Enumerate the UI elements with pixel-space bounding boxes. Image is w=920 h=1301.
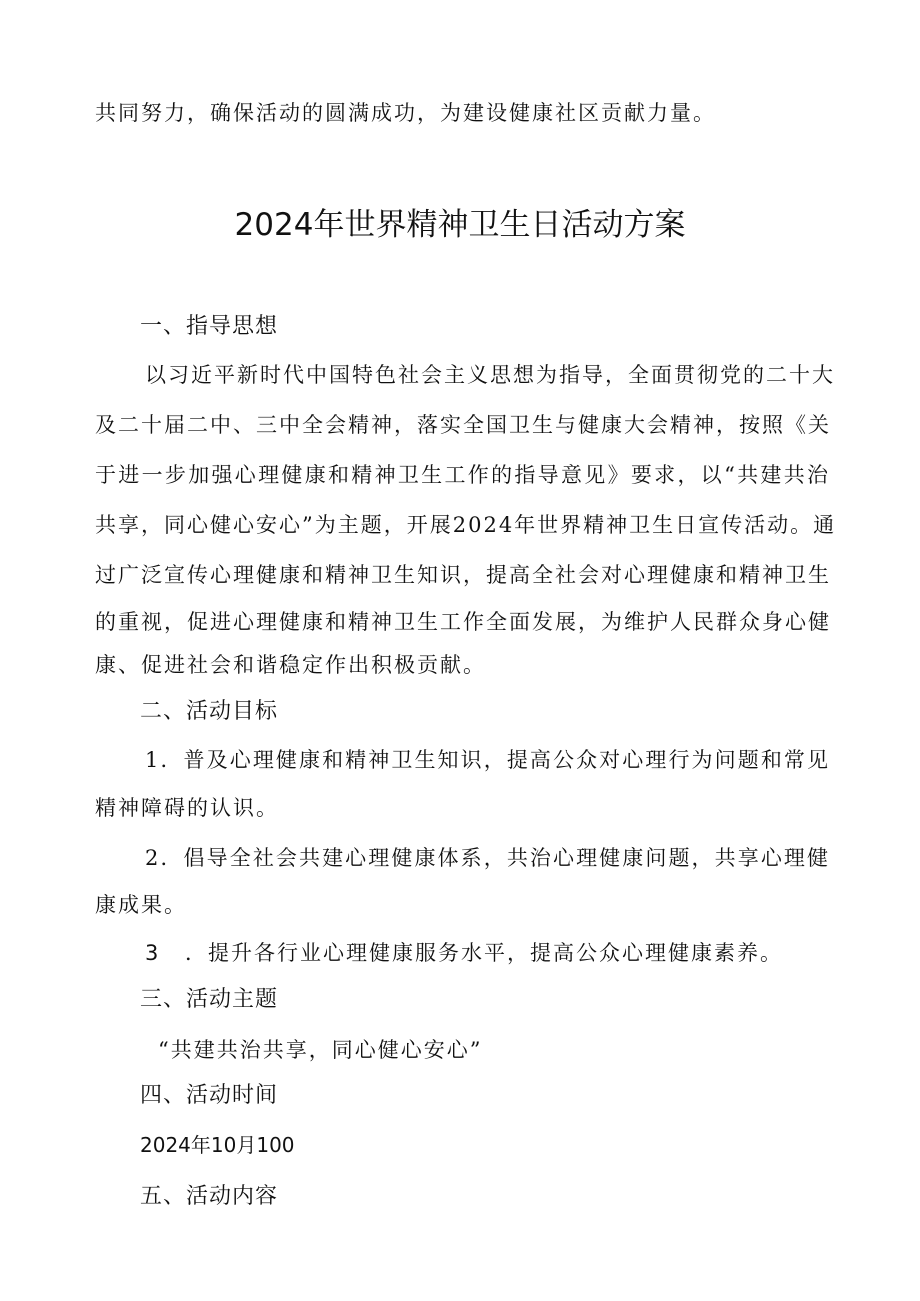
- theme-slogan: “共建共治共享，同心健心安心”: [158, 1038, 483, 1062]
- goal-item-1-line: 精神障碍的认识。: [95, 796, 279, 820]
- goal-item-1-line: 1．普及心理健康和精神卫生知识，提高公众对心理行为问题和常见: [145, 748, 830, 772]
- section-heading-guiding: 一、指导思想: [140, 314, 279, 339]
- section-heading-theme: 三、活动主题: [140, 987, 279, 1012]
- goal-item-2-line: 2．倡导全社会共建心理健康体系，共治心理健康问题，共享心理健: [145, 846, 830, 870]
- intro-tail-paragraph: 共同努力，确保活动的圆满成功，为建设健康社区贡献力量。: [95, 101, 716, 125]
- guiding-paragraph-line: 及二十届二中、三中全会精神，落实全国卫生与健康大会精神，按照《关: [95, 413, 831, 437]
- goal-item-3-number: 3: [145, 941, 159, 965]
- section-heading-content: 五、活动内容: [140, 1184, 279, 1209]
- goal-item-2-line: 康成果。: [95, 893, 187, 917]
- section-heading-goals: 二、活动目标: [140, 699, 279, 724]
- guiding-paragraph-line: 以习近平新时代中国特色社会主义思想为指导，全面贯彻党的二十大: [145, 363, 835, 387]
- guiding-paragraph-line: 康、促进社会和谐稳定作出积极贡献。: [95, 653, 486, 677]
- guiding-paragraph-line: 过广泛宣传心理健康和精神卫生知识，提高全社会对心理健康和精神卫生: [95, 563, 831, 587]
- guiding-paragraph-line: 共享，同心健心安心”为主题，开展2024年世界精神卫生日宣传活动。通: [95, 513, 837, 537]
- guiding-paragraph-line: 的重视，促进心理健康和精神卫生工作全面发展，为维护人民群众身心健: [95, 610, 831, 634]
- goal-item-3-text: ．提升各行业心理健康服务水平，提高公众心理健康素养。: [185, 941, 783, 965]
- document-title: 2024年世界精神卫生日活动方案: [234, 207, 686, 243]
- activity-date: 2024年10月100: [140, 1133, 295, 1157]
- section-heading-time: 四、活动时间: [140, 1083, 279, 1108]
- guiding-paragraph-line: 于进一步加强心理健康和精神卫生工作的指导意见》要求，以“共建共治: [95, 463, 830, 487]
